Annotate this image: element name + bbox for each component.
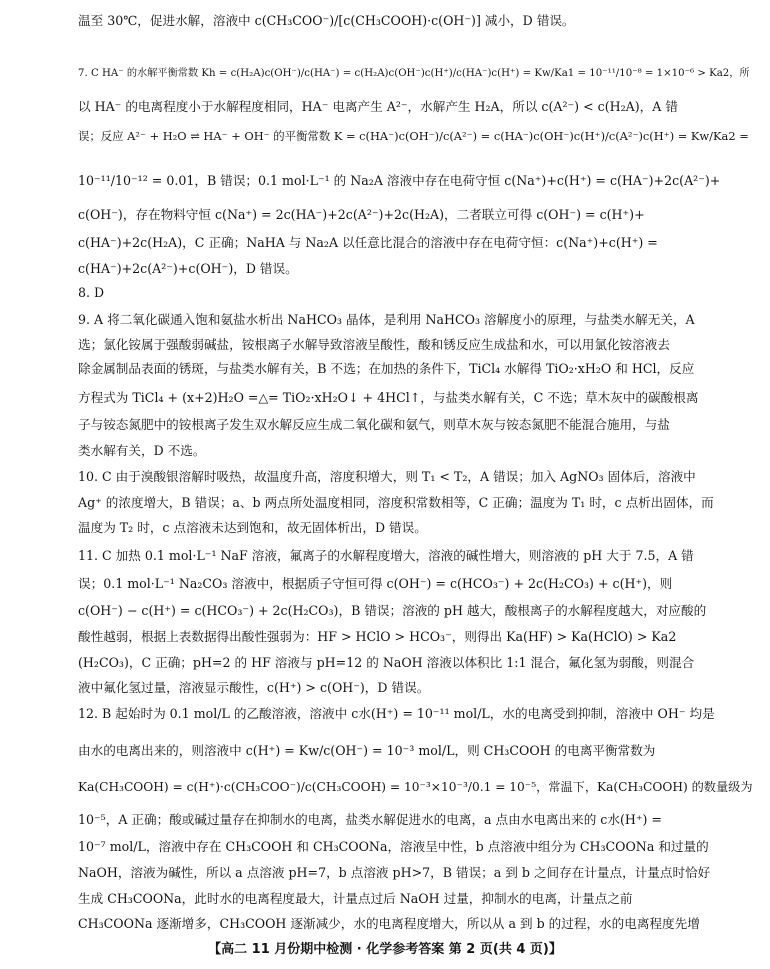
text-line: 10⁻⁵，A 正确；酸或碱过量存在抑制水的电离，盐类水解促进水的电离，a 点由水电离出来的 c水(H⁺) = [78,812,662,827]
text-line: (H₂CO₃)，C 正确；pH=2 的 HF 溶液与 pH=12 的 NaOH 溶液以体积比 1:1 混合，氟化氢为弱酸，则混合 [78,655,695,670]
text-line: c(OH⁻)，存在物料守恒 c(Na⁺) = 2c(HA⁻)+2c(A²⁻)+2c(H₂A)，二者联立可得 c(OH⁻) = c(H⁺)+ [78,207,645,222]
text-line: Ka(CH₃COOH) = c(H⁺)·c(CH₃COO⁻)/c(CH₃COOH) = 10⁻³×10⁻³/0.1 = 10⁻⁵，常温下，Ka(CH₃COOH) 的数量级为 [78,780,753,794]
text-line: CH₃COONa 逐渐增多，CH₃COOH 逐渐减少，水的电离程度增大，所以从 a 到 b 的过程，水的电离程度先增 [78,916,700,931]
text-line: 误；反应 A²⁻ + H₂O ⇌ HA⁻ + OH⁻ 的平衡常数 K = c(HA⁻)c(OH⁻)/c(A²⁻) = c(HA⁻)c(OH⁻)c(H⁺)/c(A²⁻)c(H⁺) = Kw/Ka2 = [78,129,749,143]
text-line: 11. C 加热 0.1 mol·L⁻¹ NaF 溶液，氟离子的水解程度增大，溶液的碱性增大，则溶液的 pH 大于 7.5，A 错 [78,548,694,563]
text-line: 方程式为 TiCl₄ + (x+2)H₂O =△= TiO₂·xH₂O↓ + 4HCl↑，与盐类水解有关，C 不选；草木灰中的碳酸根离 [78,390,699,405]
text-line: 7. C HA⁻ 的水解平衡常数 Kh = c(H₂A)c(OH⁻)/c(HA⁻) = c(H₂A)c(OH⁻)c(H⁺)/c(HA⁻)c(H⁺) = Kw/Ka1 = 10⁻¹¹/10⁻⁸ = 1×10⁻⁶ > Ka2，所 [78,68,750,79]
text-line: 10⁻⁷ mol/L，溶液中存在 CH₃COOH 和 CH₃COONa，溶液呈中性，b 点溶液中组分为 CH₃COONa 和过量的 [78,839,709,854]
text-line: 类水解有关，D 不选。 [78,443,206,458]
text-line: 10. C 由于溴酸银溶解时吸热，故温度升高，溶度积增大，则 T₁ < T₂，A 错误；加入 AgNO₃ 固体后，溶液中 [78,469,696,484]
text-line: 以 HA⁻ 的电离程度小于水解程度相同，HA⁻ 电离产生 A²⁻，水解产生 H₂A，所以 c(A²⁻) < c(H₂A)，A 错 [78,99,678,114]
text-line: 生成 CH₃COONa，此时水的电离程度最大，计量点过后 NaOH 过量，抑制水的电离，计量点之前 [78,891,633,906]
text-line: 子与铵态氮肥中的铵根离子发生双水解反应生成二氧化碳和氨气，则草木灰与铵态氮肥不能混合施用，与盐 [78,417,670,432]
text-line: c(OH⁻) − c(H⁺) = c(HCO₃⁻) + 2c(H₂CO₃)，B 错误；溶液的 pH 越大，酸根离子的水解程度越大，对应酸的 [78,603,707,618]
text-line: 除金属制品表面的锈斑，与盐类水解有关，B 不选；在加热的条件下，TiCl₄ 水解得 TiO₂·xH₂O 和 HCl，反应 [78,361,695,376]
text-line: c(HA⁻)+2c(H₂A)，C 正确；NaHA 与 Na₂A 以任意比混合的溶液中存在电荷守恒：c(Na⁺)+c(H⁺) = [78,235,658,250]
text-line: 9. A 将二氧化碳通入饱和氨盐水析出 NaHCO₃ 晶体，是利用 NaHCO₃ 溶解度小的原理，与盐类水解无关，A [78,312,695,327]
text-line: 选；氯化铵属于强酸弱碱盐，铵根离子水解导致溶液呈酸性，酸和锈反应生成盐和水，可以用氯化铵溶液去 [78,337,670,352]
text-line: 液中氟化氢过量，溶液显示酸性，c(H⁺) > c(OH⁻)，D 错误。 [78,680,430,695]
text-line: c(HA⁻)+2c(A²⁻)+c(OH⁻)，D 错误。 [78,261,298,276]
text-line: 8. D [78,285,105,300]
text-line: 由水的电离出来的，则溶液中 c(H⁺) = Kw/c(OH⁻) = 10⁻³ mol/L，则 CH₃COOH 的电离平衡常数为 [78,743,656,758]
text-line: 10⁻¹¹/10⁻¹² = 0.01，B 错误；0.1 mol·L⁻¹ 的 Na₂A 溶液中存在电荷守恒 c(Na⁺)+c(H⁺) = c(HA⁻)+2c(A²⁻)+ [78,173,721,188]
text-line: 温至 30℃，促进水解，溶液中 c(CH₃COO⁻)/[c(CH₃COOH)·c(OH⁻)] 减小，D 错误。 [78,13,575,28]
page-footer: 【高二 11 月份期中检测 · 化学参考答案 第 2 页(共 4 页)】 [208,942,562,957]
text-line: 酸性越弱，根据上表数据得出酸性强弱为：HF > HClO > HCO₃⁻，则得出 Ka(HF) > Ka(HClO) > Ka2 [78,629,677,644]
text-line: 误；0.1 mol·L⁻¹ Na₂CO₃ 溶液中，根据质子守恒可得 c(OH⁻) = c(HCO₃⁻) + 2c(H₂CO₃) + c(H⁺)，则 [78,576,673,591]
text-line: Ag⁺ 的浓度增大，B 错误；a、b 两点所处温度相同，溶度积常数相等，C 正确；温度为 T₁ 时，c 点析出固体，而 [78,495,714,510]
text-line: 12. B 起始时为 0.1 mol/L 的乙酸溶液，溶液中 c水(H⁺) = 10⁻¹¹ mol/L，水的电离受到抑制，溶液中 OH⁻ 均是 [78,706,715,721]
text-line: NaOH，溶液为碱性，所以 a 点溶液 pH=7，b 点溶液 pH>7，B 错误；a 到 b 之间存在计量点，计量点时恰好 [78,865,711,880]
text-line: 温度为 T₂ 时，c 点溶液未达到饱和，故无固体析出，D 错误。 [78,520,427,535]
